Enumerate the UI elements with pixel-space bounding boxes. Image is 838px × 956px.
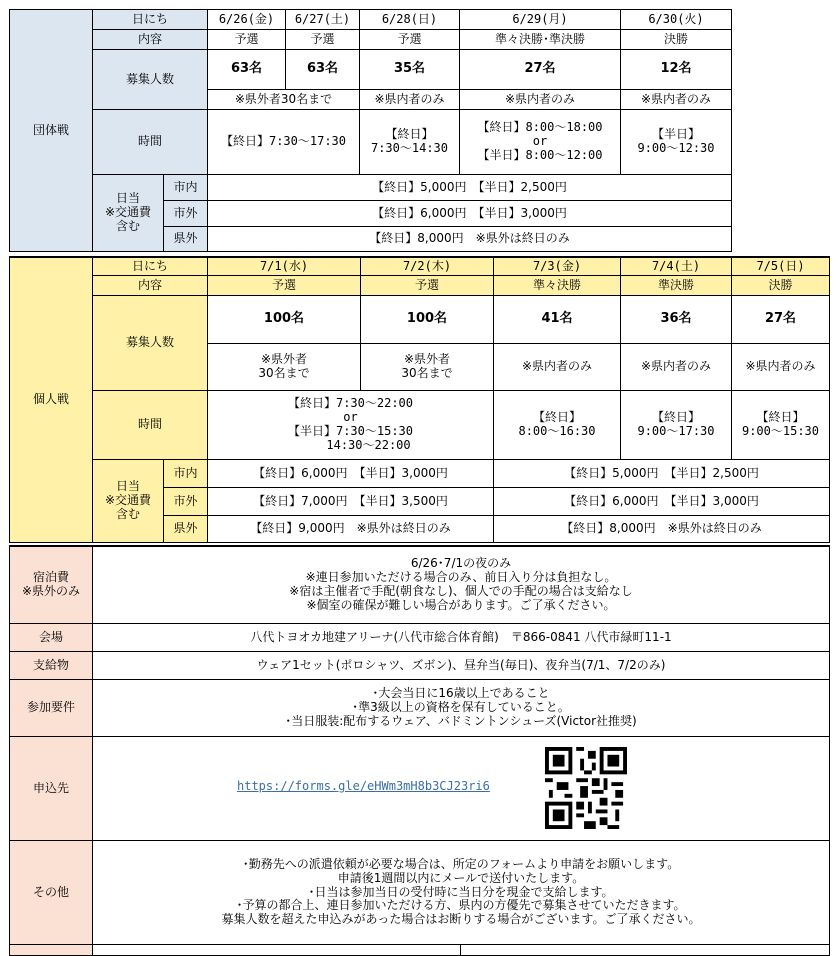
venue-label: 会場: [9, 623, 93, 652]
team-allowance-city: 【終日】5,000円 【半日】2,500円: [207, 174, 732, 201]
requirements-text: ･大会当日に16歳以上であること ･準3級以上の資格を保有していること。 ･当日服装:配布するウェア、バドミントンシューズ(Victor社推奨): [92, 679, 830, 737]
individual-content-4: 準決勝: [620, 275, 732, 296]
team-date-3: 6/28(日): [359, 9, 460, 30]
next-row-label: [9, 944, 93, 956]
individual-time-4: 【終日】 9:00～15:30: [731, 390, 830, 460]
team-count-header: 募集人数: [92, 49, 208, 110]
team-time-2: 【終日】 7:30～14:30: [359, 109, 460, 175]
individual-date-1: 7/1(水): [207, 256, 361, 276]
team-count-5: 12名: [620, 49, 732, 90]
individual-content-5: 決勝: [731, 275, 830, 296]
individual-count-3: 41名: [493, 295, 621, 344]
team-date-5: 6/30(火): [620, 9, 732, 30]
team-area-city: 市内: [163, 174, 208, 201]
individual-count-1: 100名: [207, 295, 361, 344]
next-row-left: [92, 944, 461, 956]
team-area-outside: 市外: [163, 200, 208, 227]
individual-note-4: ※県内者のみ: [620, 343, 732, 391]
team-note-1: ※県外者30名まで: [207, 89, 360, 110]
individual-area-prefecture: 県外: [163, 515, 208, 543]
team-note-4: ※県内者のみ: [620, 89, 732, 110]
individual-time-2: 【終日】 8:00～16:30: [493, 390, 621, 460]
team-date-2: 6/27(土): [285, 9, 360, 30]
individual-allowance-city-b: 【終日】5,000円 【半日】2,500円: [493, 459, 830, 488]
lodging-label: 宿泊費 ※県外のみ: [9, 545, 93, 624]
team-note-3: ※県内者のみ: [459, 89, 621, 110]
team-content-1: 予選: [207, 29, 286, 50]
team-content-5: 決勝: [620, 29, 732, 50]
apply-label: 申込先: [9, 736, 93, 841]
individual-count-4: 36名: [620, 295, 732, 344]
individual-time-1: 【終日】7:30～22:00 or 【半日】7:30～15:30 14:30～22:00: [207, 390, 494, 460]
team-content-2: 予選: [285, 29, 360, 50]
individual-date-5: 7/5(日): [731, 256, 830, 276]
venue-text: 八代トヨオカ地建アリーナ(八代市総合体育館) 〒866-0841 八代市緑町11-1: [92, 623, 830, 652]
individual-time-header: 時間: [92, 390, 208, 460]
team-count-3: 35名: [359, 49, 460, 90]
individual-note-5: ※県内者のみ: [731, 343, 830, 391]
supplies-text: ウェア1セット(ポロシャツ、ズボン)、昼弁当(毎日)、夜弁当(7/1、7/2のみ): [92, 651, 830, 680]
individual-label: 個人戦: [9, 256, 93, 543]
individual-time-3: 【終日】 9:00～17:30: [620, 390, 732, 460]
individual-note-1: ※県外者 30名まで: [207, 343, 361, 391]
individual-allowance-city-a: 【終日】6,000円 【半日】3,000円: [207, 459, 494, 488]
team-allowance-header: 日当 ※交通費 含む: [92, 174, 164, 252]
supplies-label: 支給物: [9, 651, 93, 680]
individual-content-2: 予選: [360, 275, 494, 296]
individual-allowance-prefecture-b: 【終日】8,000円 ※県外は終日のみ: [493, 515, 830, 543]
lodging-text: 6/26･7/1の夜のみ ※連日参加いただける場合のみ、前日入り分は負担なし。 ※宿は主催者で手配(朝食なし)、個人での手配の場合は支給なし ※個室の確保が難しい場合があります。ご了承ください。: [92, 545, 830, 624]
individual-count-header: 募集人数: [92, 295, 208, 391]
qr-code[interactable]: [543, 747, 629, 829]
team-time-1: 【終日】7:30～17:30: [207, 109, 360, 175]
team-count-1: 63名: [207, 49, 286, 90]
next-row-right: [460, 944, 830, 956]
team-count-4: 27名: [459, 49, 621, 90]
individual-area-city: 市内: [163, 459, 208, 488]
team-allowance-prefecture: 【終日】8,000円 ※県外は終日のみ: [207, 226, 732, 252]
individual-date-4: 7/4(土): [620, 256, 732, 276]
individual-date-2: 7/2(木): [360, 256, 494, 276]
team-date-4: 6/29(月): [459, 9, 621, 30]
team-date-header: 日にち: [92, 9, 208, 30]
team-content-header: 内容: [92, 29, 208, 50]
team-allowance-outside: 【終日】6,000円 【半日】3,000円: [207, 200, 732, 227]
individual-date-header: 日にち: [92, 256, 208, 276]
apply-link[interactable]: https://forms.gle/eHWm3mH8b3CJ23ri6: [237, 779, 490, 793]
individual-content-3: 準々決勝: [493, 275, 621, 296]
team-time-3: 【終日】8:00～18:00 or 【半日】8:00～12:00: [459, 109, 621, 175]
team-content-3: 予選: [359, 29, 460, 50]
team-time-header: 時間: [92, 109, 208, 175]
team-date-1: 6/26(金): [207, 9, 286, 30]
individual-note-2: ※県外者 30名まで: [360, 343, 494, 391]
individual-allowance-outside-a: 【終日】7,000円 【半日】3,500円: [207, 487, 494, 516]
requirements-label: 参加要件: [9, 679, 93, 737]
team-label: 団体戦: [9, 9, 93, 252]
team-note-2: ※県内者のみ: [359, 89, 460, 110]
other-text: ･勤務先への派遣依頼が必要な場合は、所定のフォームより申請をお願いします。 申請後1週間以内にメールで送付いたします。 ･日当は参加当日の受付時に当日分を現金で支給します。 ･予算の都合上、連日参加いただける方、県内の方優先で募集させていただきます。 募集人数を超えた申込みがあった場合はお断りする場合がございます。ご了承ください。: [92, 840, 830, 945]
team-time-4: 【半日】 9:00～12:30: [620, 109, 732, 175]
team-area-prefecture: 県外: [163, 226, 208, 252]
individual-date-3: 7/3(金): [493, 256, 621, 276]
team-content-4: 準々決勝･準決勝: [459, 29, 621, 50]
individual-note-3: ※県内者のみ: [493, 343, 621, 391]
individual-count-2: 100名: [360, 295, 494, 344]
team-count-2: 63名: [285, 49, 360, 90]
individual-content-header: 内容: [92, 275, 208, 296]
individual-allowance-prefecture-a: 【終日】9,000円 ※県外は終日のみ: [207, 515, 494, 543]
individual-area-outside: 市外: [163, 487, 208, 516]
individual-content-1: 予選: [207, 275, 361, 296]
individual-count-5: 27名: [731, 295, 830, 344]
individual-allowance-outside-b: 【終日】6,000円 【半日】3,000円: [493, 487, 830, 516]
individual-allowance-header: 日当 ※交通費 含む: [92, 459, 164, 543]
other-label: その他: [9, 840, 93, 945]
